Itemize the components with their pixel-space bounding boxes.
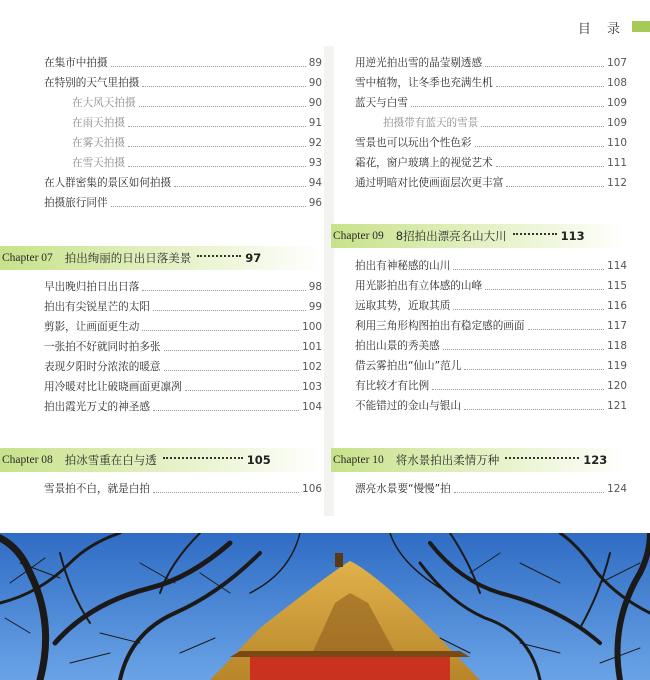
toc-entry-page: 107 bbox=[607, 57, 627, 69]
leader-dots bbox=[142, 290, 305, 291]
toc-entry-title: 在雨天拍摄 bbox=[72, 117, 125, 129]
toc-entry-page: 115 bbox=[607, 280, 627, 292]
leader-dots bbox=[506, 186, 604, 187]
leader-dots bbox=[475, 146, 605, 147]
toc-entry-title: 用逆光拍出雪的晶莹剔透感 bbox=[355, 57, 483, 69]
toc-entry[interactable] bbox=[22, 153, 322, 173]
toc-entry-page: 98 bbox=[308, 281, 322, 293]
leader-dots bbox=[128, 166, 306, 167]
toc-entry[interactable] bbox=[22, 133, 322, 153]
leader-dots bbox=[411, 106, 604, 107]
column-gutter bbox=[324, 46, 334, 516]
leader-dots bbox=[197, 255, 241, 257]
toc-entry-title: 不能错过的金山与银山 bbox=[355, 400, 461, 412]
toc-entry-title: 早出晚归拍日出日落 bbox=[44, 281, 140, 293]
leader-dots bbox=[432, 389, 604, 390]
toc-entry-title: 在雾天拍摄 bbox=[72, 137, 125, 149]
toc-entry[interactable] bbox=[335, 256, 627, 276]
toc-entry[interactable] bbox=[335, 133, 627, 153]
leader-dots bbox=[153, 410, 299, 411]
toc-entry-title: 雪中植物，让冬季也充满生机 bbox=[355, 77, 493, 89]
chapter-title: 8招拍出漂亮名山大川 bbox=[395, 229, 507, 243]
leader-dots bbox=[528, 329, 605, 330]
toc-entry[interactable] bbox=[22, 113, 322, 133]
toc-entry-title: 利用三角形构图拍出有稳定感的画面 bbox=[355, 320, 525, 332]
toc-entry-title: 剪影，让画面更生动 bbox=[44, 321, 140, 333]
photo-illustration bbox=[0, 533, 650, 680]
chapter-07-list bbox=[22, 277, 322, 417]
toc-entry[interactable] bbox=[22, 93, 322, 113]
toc-entry-page: 94 bbox=[308, 177, 322, 189]
toc-heading: 目 录 bbox=[577, 22, 626, 37]
leader-dots bbox=[153, 492, 299, 493]
toc-entry[interactable] bbox=[335, 93, 627, 113]
toc-entry[interactable] bbox=[22, 337, 322, 357]
toc-entry[interactable] bbox=[22, 277, 322, 297]
toc-entry[interactable] bbox=[22, 73, 322, 93]
leader-dots bbox=[453, 269, 604, 270]
toc-entry-title: 拍出霞光万丈的神圣感 bbox=[44, 401, 150, 413]
toc-entry[interactable] bbox=[22, 317, 322, 337]
toc-entry[interactable] bbox=[22, 479, 322, 499]
leader-dots bbox=[443, 349, 604, 350]
toc-entry-page: 124 bbox=[607, 483, 627, 495]
toc-entry-title: 在大风天拍摄 bbox=[72, 97, 136, 109]
leader-dots bbox=[454, 492, 604, 493]
toc-entry[interactable] bbox=[22, 193, 322, 213]
toc-entry-title: 拍摄带有蓝天的雪景 bbox=[383, 117, 479, 129]
toc-entry-title: 霜花，窗户玻璃上的视觉艺术 bbox=[355, 157, 493, 169]
toc-entry[interactable] bbox=[22, 297, 322, 317]
page-header bbox=[0, 0, 650, 42]
toc-entry[interactable] bbox=[22, 53, 322, 73]
leader-dots bbox=[505, 457, 579, 459]
toc-entry[interactable] bbox=[335, 376, 627, 396]
chapter-tag: Chapter 08 bbox=[2, 454, 53, 466]
chapter-07-header[interactable] bbox=[0, 246, 322, 270]
toc-entry-page: 90 bbox=[308, 97, 322, 109]
chapter-title: 将水景拍出柔情万种 bbox=[395, 453, 500, 467]
toc-entry-page: 89 bbox=[308, 57, 322, 69]
toc-entry[interactable] bbox=[335, 316, 627, 336]
chapter-title: 拍冰雪重在白与透 bbox=[64, 453, 157, 467]
toc-entry-page: 112 bbox=[607, 177, 627, 189]
leader-dots bbox=[453, 309, 604, 310]
leader-dots bbox=[111, 206, 306, 207]
toc-entry-title: 有比较才有比例 bbox=[355, 380, 430, 392]
chapter-title: 拍出绚丽的日出日落美景 bbox=[64, 251, 192, 265]
toc-entry-title: 在雪天拍摄 bbox=[72, 157, 125, 169]
chapter-10-list bbox=[335, 479, 627, 499]
toc-entry-page: 117 bbox=[607, 320, 627, 332]
toc-entry-page: 116 bbox=[607, 300, 627, 312]
temple-tree-photo bbox=[0, 533, 650, 680]
toc-entry-page: 108 bbox=[607, 77, 627, 89]
toc-entry-page: 110 bbox=[607, 137, 627, 149]
right-column bbox=[333, 53, 627, 495]
toc-entry[interactable] bbox=[335, 153, 627, 173]
leader-dots bbox=[481, 126, 604, 127]
chapter-tag: Chapter 10 bbox=[333, 454, 384, 466]
chapter-page: 105 bbox=[246, 453, 271, 467]
toc-entry-page: 90 bbox=[308, 77, 322, 89]
toc-entry-title: 通过明暗对比使画面层次更丰富 bbox=[355, 177, 504, 189]
toc-entry-title: 拍出有神秘感的山川 bbox=[355, 260, 451, 272]
toc-entry-page: 103 bbox=[302, 381, 322, 393]
toc-entry-page: 101 bbox=[302, 341, 322, 353]
leader-dots bbox=[464, 369, 604, 370]
chapter-page: 97 bbox=[245, 251, 262, 265]
toc-entry-title: 表现夕阳时分浓浓的暖意 bbox=[44, 361, 161, 373]
leader-dots bbox=[142, 86, 305, 87]
toc-entry-page: 92 bbox=[308, 137, 322, 149]
toc-entry[interactable] bbox=[335, 113, 627, 133]
toc-entry-page: 118 bbox=[607, 340, 627, 352]
toc-entry-page: 102 bbox=[302, 361, 322, 373]
toc-entry-page: 121 bbox=[607, 400, 627, 412]
toc-entry-page: 120 bbox=[607, 380, 627, 392]
toc-entry-title: 拍出山景的秀美感 bbox=[355, 340, 440, 352]
toc-entry-title: 蓝天与白雪 bbox=[355, 97, 408, 109]
chapter-tag: Chapter 07 bbox=[2, 252, 53, 264]
toc-entry[interactable] bbox=[335, 296, 627, 316]
leader-dots bbox=[153, 310, 306, 311]
leader-dots bbox=[464, 409, 604, 410]
chapter-tag: Chapter 09 bbox=[333, 230, 384, 242]
toc-entry-title: 在人群密集的景区如何拍摄 bbox=[44, 177, 172, 189]
leader-dots bbox=[496, 86, 604, 87]
leader-dots bbox=[164, 350, 300, 351]
chapter-08-header[interactable] bbox=[0, 448, 322, 472]
chapter-09-header[interactable] bbox=[331, 224, 627, 248]
leader-dots bbox=[496, 166, 604, 167]
chapter-page: 123 bbox=[583, 453, 608, 467]
leader-dots bbox=[185, 390, 299, 391]
toc-entry[interactable] bbox=[335, 276, 627, 296]
toc-entry[interactable] bbox=[335, 173, 627, 193]
toc-entry-page: 106 bbox=[302, 483, 322, 495]
toc-entry[interactable] bbox=[335, 53, 627, 73]
leader-dots bbox=[163, 457, 243, 459]
leader-dots bbox=[128, 146, 306, 147]
toc-entry[interactable] bbox=[335, 336, 627, 356]
leader-dots bbox=[485, 66, 604, 67]
toc-entry[interactable] bbox=[335, 73, 627, 93]
toc-entry-page: 104 bbox=[302, 401, 322, 413]
toc-entry-title: 用冷暖对比让破晓画面更凛冽 bbox=[44, 381, 182, 393]
leader-dots bbox=[128, 126, 306, 127]
toc-entry-title: 一张拍不好就同时拍多张 bbox=[44, 341, 161, 353]
toc-entry-page: 96 bbox=[308, 197, 322, 209]
toc-entry-title: 借云雾拍出“仙山”范儿 bbox=[355, 360, 462, 372]
chapter-08-list bbox=[22, 479, 322, 499]
toc-entry[interactable] bbox=[22, 377, 322, 397]
leader-dots bbox=[139, 106, 306, 107]
chapter-page: 113 bbox=[560, 229, 585, 243]
toc-entry-title: 用光影拍出有立体感的山峰 bbox=[355, 280, 483, 292]
toc-entry-title: 拍摄旅行同伴 bbox=[44, 197, 108, 209]
leader-dots bbox=[485, 289, 604, 290]
leader-dots bbox=[142, 330, 299, 331]
toc-entry[interactable] bbox=[22, 173, 322, 193]
toc-entry-page: 93 bbox=[308, 157, 322, 169]
toc-entry-page: 119 bbox=[607, 360, 627, 372]
chapter-09-list bbox=[335, 256, 627, 416]
left-column bbox=[2, 53, 322, 495]
leader-dots bbox=[111, 66, 306, 67]
leader-dots bbox=[513, 233, 557, 235]
toc-entry-title: 漂亮水景要“慢慢”拍 bbox=[355, 483, 451, 495]
toc-entry-page: 109 bbox=[607, 117, 627, 129]
header-accent-bar bbox=[632, 21, 650, 32]
toc-entry-title: 拍出有尖锐星芒的太阳 bbox=[44, 301, 150, 313]
left-top-list bbox=[22, 53, 322, 213]
toc-entry-page: 109 bbox=[607, 97, 627, 109]
toc-entry-title: 雪景也可以玩出个性色彩 bbox=[355, 137, 472, 149]
toc-entry[interactable] bbox=[335, 396, 627, 416]
toc-entry-title: 雪景拍不白，就是白拍 bbox=[44, 483, 150, 495]
chapter-10-header[interactable] bbox=[331, 448, 627, 472]
toc-entry-page: 114 bbox=[607, 260, 627, 272]
right-top-list bbox=[335, 53, 627, 193]
toc-entry-page: 99 bbox=[308, 301, 322, 313]
toc-entry-title: 在特别的天气里拍摄 bbox=[44, 77, 140, 89]
toc-entry-page: 111 bbox=[607, 157, 627, 169]
leader-dots bbox=[174, 186, 306, 187]
toc-entry[interactable] bbox=[335, 479, 627, 499]
toc-entry[interactable] bbox=[22, 357, 322, 377]
toc-entry-title: 在集市中拍摄 bbox=[44, 57, 108, 69]
toc-entry-page: 91 bbox=[308, 117, 322, 129]
toc-entry[interactable] bbox=[335, 356, 627, 376]
toc-entry[interactable] bbox=[22, 397, 322, 417]
toc-entry-title: 远取其势，近取其质 bbox=[355, 300, 451, 312]
leader-dots bbox=[164, 370, 300, 371]
toc-entry-page: 100 bbox=[302, 321, 322, 333]
